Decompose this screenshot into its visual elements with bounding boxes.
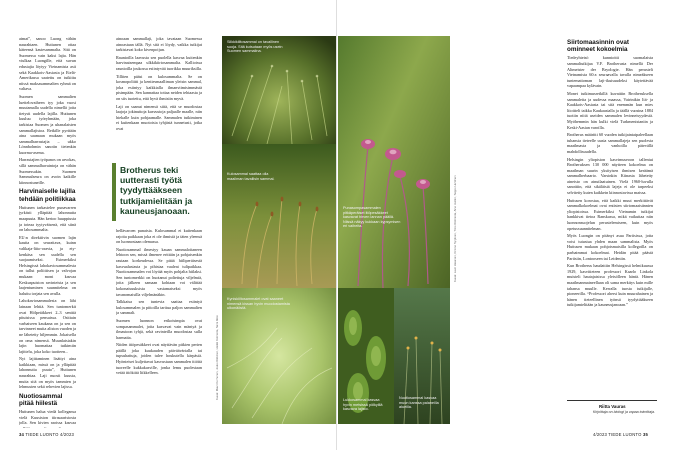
paragraph: Talkkaisa sen tuntevia saattaa esiintyä kulosammalen ja piitoilla tarttua paljon sammalien ja sammalt. <box>116 299 202 316</box>
paragraph: aimat”, sanoo Luong vähän naurahtaen. Huttunen ottaa käteensä kastesammalta. Sitä on Suomessa vain kaksi lajia. Hän viulkaa Luongille, että suvun edustajia löytyy Vietnamista asti sekä Kaakkois-Aasiasta ja Etelä-Amerikassa saatettu on tutkittu niissä maksasammalten ryhmä on valtava. <box>19 36 76 92</box>
page-number: 35 <box>642 432 649 437</box>
pull-quote: Brotherus teki uutterasti työtä tyydyttääkseen tutkijamielitään ja kauneusjanoaan. <box>120 165 193 216</box>
paragraph: Helsingin yliopiston kasvimuseoon tallentui Brotheruksen 130 000 näytteen kokoelma on maailman suurin yksityisen ihmisen keräämä sammalherbaario. Varsinkin Kiinasta lähetetty aineisto on ainutlaatuinen. Vielä 1960-luvulla sanottiin, että sikäläisiä lajeja ei ole tarpeeksi selvitetty kuten kaikkein kiinnostavissa maissa. <box>567 156 653 196</box>
paragraph: Nuotiosammal ilmestyy kauan sammaloitaneen lehtoon sen, missä ilmenee erittäin ja pohjaisenkin rautaan korkeudessa. Se pitää hiiliperäisestä kasvualustasta ja pihistaa vaaleat tulipaikkaa. Nuotiosammalen voi löytää myös pohjalta hiilaksi. Sen tuntomerkki on huotanut poltettuja viljelmiä, joita jälkeen samaan kohtaan voi välittää kokonaisuuksista vastamaiseksi myös tavanomaisilla viljelmänäkin. <box>116 246 202 297</box>
left-column-1 <box>19 36 76 428</box>
paragraph: Kun Brotherus haudattiin Helsingissä helmikuussa 1929, kasvitieteen professori Kaarlo Linkola muisteli hautajaisissa yleisölleen häntä. Hänen maailmanmaineellaan oli sama merkitys kuin mille tahansa muulle. Kerralla tuosta tutkijalle, pioneerilla. “Professori ahersi kuin muurahainen ja hänen tieteellinen työnsä tyydyttääkseen tutkijamielitään ja kauneusjanoaan.” <box>567 263 653 308</box>
left-column-2-bottom <box>116 228 202 428</box>
right-page <box>337 0 674 450</box>
paragraph: Tilliten pääsi on kulosammalta. Se on kosmopoliitti ja kentiesmaalliman yleisin sammal, joka esiintyy kaikkialla ilmanviimisimmästä pisimpään. Sen kannattaa tottaa neiden tehtaasta ja on siis tuotettu, että hyvä ihmisiin myvä. <box>116 73 202 101</box>
paragraph: Suomen sammalten luettelovaiheen tyy joka vuosi muutamalla uudella nimellä joita tietysti uudella lajilla. Huttunen kuuluu työryhmään, joka tarkistaa Suomen ja uhanalaisten sammallajistoa. Retkille pyritään aina saamaan mukaan myös sammalharrastajia – ukko Lönnbohmin sanotin tietenkin kuorma-asema. <box>19 93 76 155</box>
paragraph: Monet tutkimusretkillä kuvattiin Brotheruksella sammaleita ja uudessa maassa, Vairinikin Itä- ja Kaakkois-Aasiasta tai sitä enemmän kun mies liioitteli taikka Kaukaasialla ja täällä vuosina 1884 tuotiin niitä useiden sammalen levinneisyydestä. Myöhemmin hän kulki vielä Turkmenistaniin ja Keski-Aasian varoilla. <box>567 90 653 130</box>
folio-left <box>19 432 74 437</box>
paragraph: Nyt lajittaminen lisättyi aina kaikkiaan, missä on ja ylläpitää lahonnutta puuta”, Huttunen naurahtaa. Laji nuosii kuusta, muita sitä on myös tammien ja lehmusten sekä rehevien lajissa. <box>19 356 76 390</box>
paragraph: Harrastajien työpanos on arvokas, sillä sammalhavaintoja on vähän Suomessakin. Suomen Sammalseura on avoin kaikille kiinnostuneille. <box>19 157 76 185</box>
magazine-title: 4/2023 TIEDE LUONTO <box>593 432 642 437</box>
magazine-title: TIEDE LUONTO 4/2023 <box>25 432 74 437</box>
left-column-2-top <box>116 36 202 161</box>
paragraph: hellävaroen punaisia. Kulosammal ei kuitenkaan rajoita paikkaan joka ei ole ihmisiä ja täten yleensä on luonnostaan olemassa. <box>116 228 202 245</box>
paragraph: Suomen luonnon erikoisimpia ovat sompasammalet, joita kasvavat vain mäntyä ja ilmastoon tyhjä, sekä ravinteilla muodostaa sulla harmaita. <box>116 317 202 340</box>
page-number: 34 <box>19 432 25 437</box>
paragraph: EU:n direktiivin suomen lajin kautta on seurattava, kuinn valikaja-liito-oravia, ja ety-kenkäsa sen uudella sen suojaamiseksi. Esimerkiksi Helsingissä lahokaviosammalesta on tullut poliittisen ja valvojan mukaan: moni kasvaa Keskuspuiston ravinteista ja sen laajentuminen suunnitelma on haluttu torjata sen avulla. <box>19 234 76 296</box>
photo-caption: Kulosammal saattaa olla maailman tavallisin sammal. <box>227 172 275 181</box>
paragraph: Brotherus määritti 60 vuoden tutkijaintaipaleellaan tuhansia tieteelle uusia sammallajeja sen puolesta maailmasta ja vanhoilla pätevällä mahdollisuudella. <box>567 132 653 154</box>
paragraph: Huttusen korostaa, että kaikki muut merkittävät sammalkokoelmat ovat entisten siirtomaaisännien yliopistoissa. Esimerkiksi Vietnamin tutkijat hankkivat tietoa Ranskassa, mikä vaikuttaa niin luonnonsuojelun perustelemiseen, kuin myös opetussuunnitelman. <box>567 197 653 231</box>
author-name: Riitta Vauras <box>599 404 626 409</box>
right-column <box>567 36 653 396</box>
moss-photo-2 <box>222 144 336 288</box>
section-heading: Harvinaiselle lajilla tehdään politiikkaa <box>19 188 76 203</box>
section-heading: Nuotiosammal pitää hiilestä <box>19 392 63 408</box>
paragraph: Laji on saanut nimensä siitä, että se muodostaa laajoja jokinuttoja kasvustoja paljaalle maalle, niin hiekalle kuin pohjaamalle. Sammalen tutkiminen ei kuitenkaan muotoisia tyhjästä tunnetusti, jotka ovat <box>116 103 202 131</box>
moss-photo-3 <box>338 36 450 288</box>
photo-caption: Lukkosammal kasvaa hyvin metsissä pölkyillä kasvava lajisto. <box>343 398 383 412</box>
photo-caption: Punasompasammalen pitkäperäiset itiöpesäkkeet kasvavat hirven lannan päällä. Niissä näkyy kukkaan kypsymisen eri vaiheita. <box>343 206 401 229</box>
paragraph: Huttunen tarkastelee punavarren jyrkästi ylläpitää lahonnutta maapuuta. Hän kertoo huuppiusta ja toteaa tyytyväisenä, että siinä on lahosammalta. <box>19 204 76 233</box>
paragraph: Huttunen halua viedä kollegansa vielä Kuusiston tiirasaaristosta jolla. Sen kivien raoissa kasvaa <box>19 409 76 426</box>
quote-accent-bar <box>112 163 116 221</box>
paragraph: Niiden itiöpesäkkeet ovat näyttävän pitkien perien päällä joka kuukauden päiväävärialla tai tupsuhattuja, joiden tulee houkutella kärpäsiä. Hyönteiset kuljettavat kasvustaan sammalen itiöitä tuoreelle kukkakasville, jonka lemu puolestaan vetää itiökiitä liikkelleen. <box>116 342 202 376</box>
paragraph: ainoaan sammallaji, joka tavataan Suomessa ainoastaan tällä. Nyt sitä ei löydy, vaikka tutkijat tarkistavat koko kivenpoijun. <box>116 36 202 53</box>
paragraph: Tiedeyhteisö kunnioitti suomalaista sammaltutkijaa V.F. Brotherusta nimellä Der Altmeister der Bryologie. Hän perusteli Vietnamista 60:a seuraavalla tavalla nimeäkseen tuntemattoman laji-ikuisuudeksi käytettävää vapaampaa kylävain. <box>567 55 653 89</box>
paragraph: Raunioilla laavusta sen puolella kasvaa kuitenkin harvinaisempaa ulkkikiirtosammalta. Kallioissa raunioilla joukossa esiintyvää tuorikka muuriksilla. <box>116 54 202 71</box>
paragraph: Lahokaviosammalesta on lähi lainaan lehtiä. Sen tuntomerkit ovat Hölpeiäkkeet 2–3 senttiä pituisissa pensaissa. Osittain varhaiseen kaukana on ja sen on tarvinneet muita aliston vuoden ja ne lähetetty hiljemmin. Jokaisella on oma nimensä. Muunlaisiakin lajin huomattaa tutkimiin lajittelu, joka koko tuotteen... <box>19 298 76 354</box>
paragraph: Myös Luongin on pitänyt asua Pariisissa, jotta voisi tutustua yhden maan sammalista. Myös Huttusen mukaan pohjoismaisilla kollegoilla on parhaimmat kokoelmat. Heidän pitää päästä Pariisiin, Lontooseen tai Leideniin. <box>567 233 653 261</box>
author-role: Kirjoittaja on biologi ja vapaa toimittaja. <box>592 410 655 414</box>
section-heading: Siirtomaasinnin ovat ominneet kokoelmia <box>567 39 629 54</box>
author-divider <box>567 400 657 401</box>
photo-caption: Nuotiosammal kasvaa muun kanssa palaneilla alueilla. <box>399 396 439 410</box>
photo-caption: Silkkikiiltosammal on tavallinen suoja. Sitä kutsutaan myös usein Suomen sammalina. <box>227 40 283 54</box>
folio-right <box>593 432 648 437</box>
photo-credit: Kuvat: Lauri Hasanen, Kimmo Syrjänen, Timo Ristiranta, Aino Juslén, Seppo Huhtinen <box>453 175 457 282</box>
photo-credit: Kuvat: Mauri Korhonen, Jouko Rikkinen, Heikki Kotiranta, Sami Aikio <box>215 315 219 400</box>
photo-caption: Kyniskiiltosammalet ovat saaneet nimensä kissan hyvin muodostamista ulkonäöstä. <box>227 297 290 311</box>
